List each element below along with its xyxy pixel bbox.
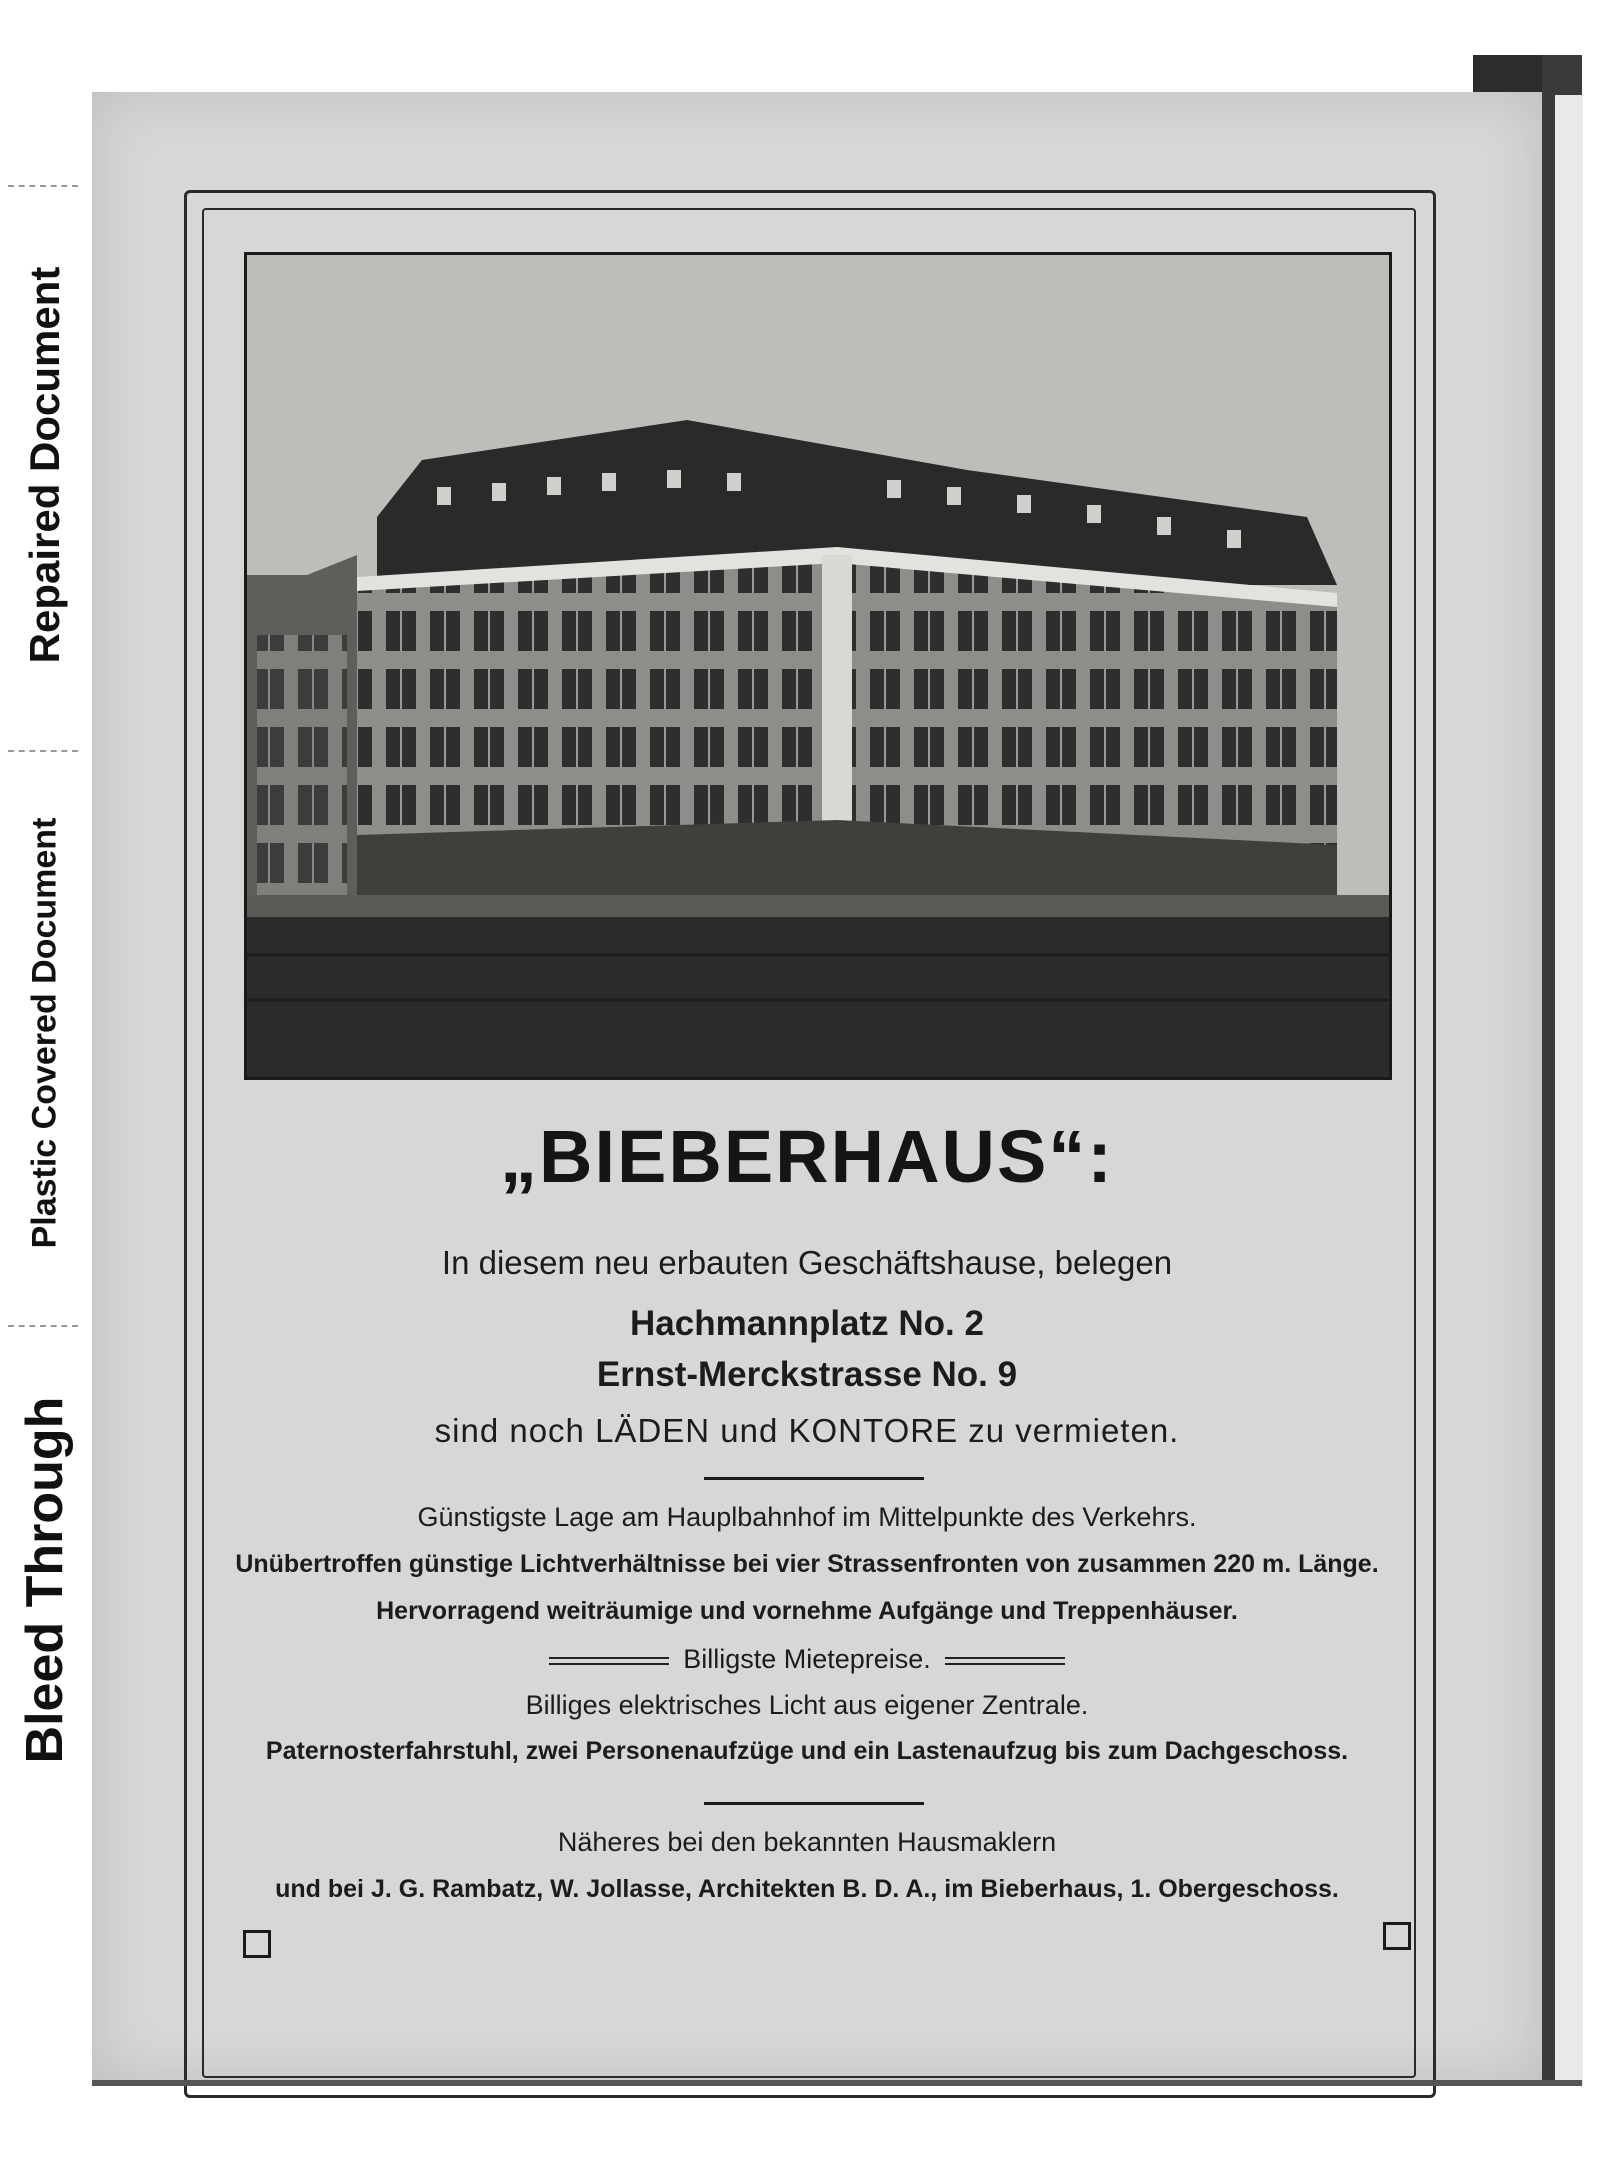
corner-square-right: [1383, 1922, 1411, 1950]
corner-square-left: [243, 1930, 271, 1958]
scan-bottom-shadow: [92, 2080, 1582, 2086]
contact-line-2: und bei J. G. Rambatz, W. Jollasse, Architekten B. D. A., im Bieberhaus, 1. Obergeschoss.: [275, 1875, 1339, 1903]
feature-rent: Billigste Mietepreise.: [683, 1644, 931, 1674]
side-label-strip: [0, 0, 90, 2177]
offer-text: sind noch LÄDEN und KONTORE zu vermieten.: [434, 1412, 1180, 1449]
address-line-1: Hachmannplatz No. 2: [630, 1304, 984, 1343]
label-separator: [8, 1325, 78, 1327]
repaired-document-label: Repaired Document: [21, 266, 68, 664]
feature-elevators: Paternosterfahrstuhl, zwei Personenaufzüge und ein Lastenaufzug bis zum Dachgeschoss.: [265, 1737, 1349, 1765]
label-separator: [8, 750, 78, 752]
feature-rent-row: [232, 1644, 1382, 1675]
double-rule-left: [549, 1657, 669, 1665]
address-line-2: Ernst-Merckstrasse No. 9: [596, 1355, 1018, 1394]
scan-page-edge: [1555, 95, 1583, 2085]
divider-rule: [704, 1802, 924, 1805]
feature-location: Günstigste Lage am Hauplbahnhof im Mittelpunkte des Verkehrs.: [417, 1502, 1197, 1532]
plastic-covered-label: Plastic Covered Document: [25, 817, 64, 1249]
label-separator: [8, 185, 78, 187]
building-photograph: [244, 252, 1392, 1080]
divider-rule: [704, 1477, 924, 1480]
feature-electric: Billiges elektrisches Licht aus eigener Zentrale.: [525, 1690, 1089, 1720]
feature-light: Unübertroffen günstige Lichtverhältnisse bei vier Strassenfronten von zusammen 220 m. Länge.: [235, 1550, 1379, 1578]
contact-line-1: Näheres bei den bekannten Hausmaklern: [557, 1827, 1057, 1857]
document-sheet: [92, 92, 1542, 2082]
headline-bieberhaus: „BIEBERHAUS“:: [500, 1115, 1114, 1198]
bleed-through-label: Bleed Through: [16, 1396, 74, 1764]
intro-text: In diesem neu erbauten Geschäftshause, belegen: [441, 1244, 1173, 1281]
feature-stairs: Hervorragend weiträumige und vornehme Aufgänge und Treppenhäuser.: [376, 1597, 1238, 1625]
bieberhaus-image: [247, 255, 1389, 1077]
double-rule-right: [945, 1657, 1065, 1665]
